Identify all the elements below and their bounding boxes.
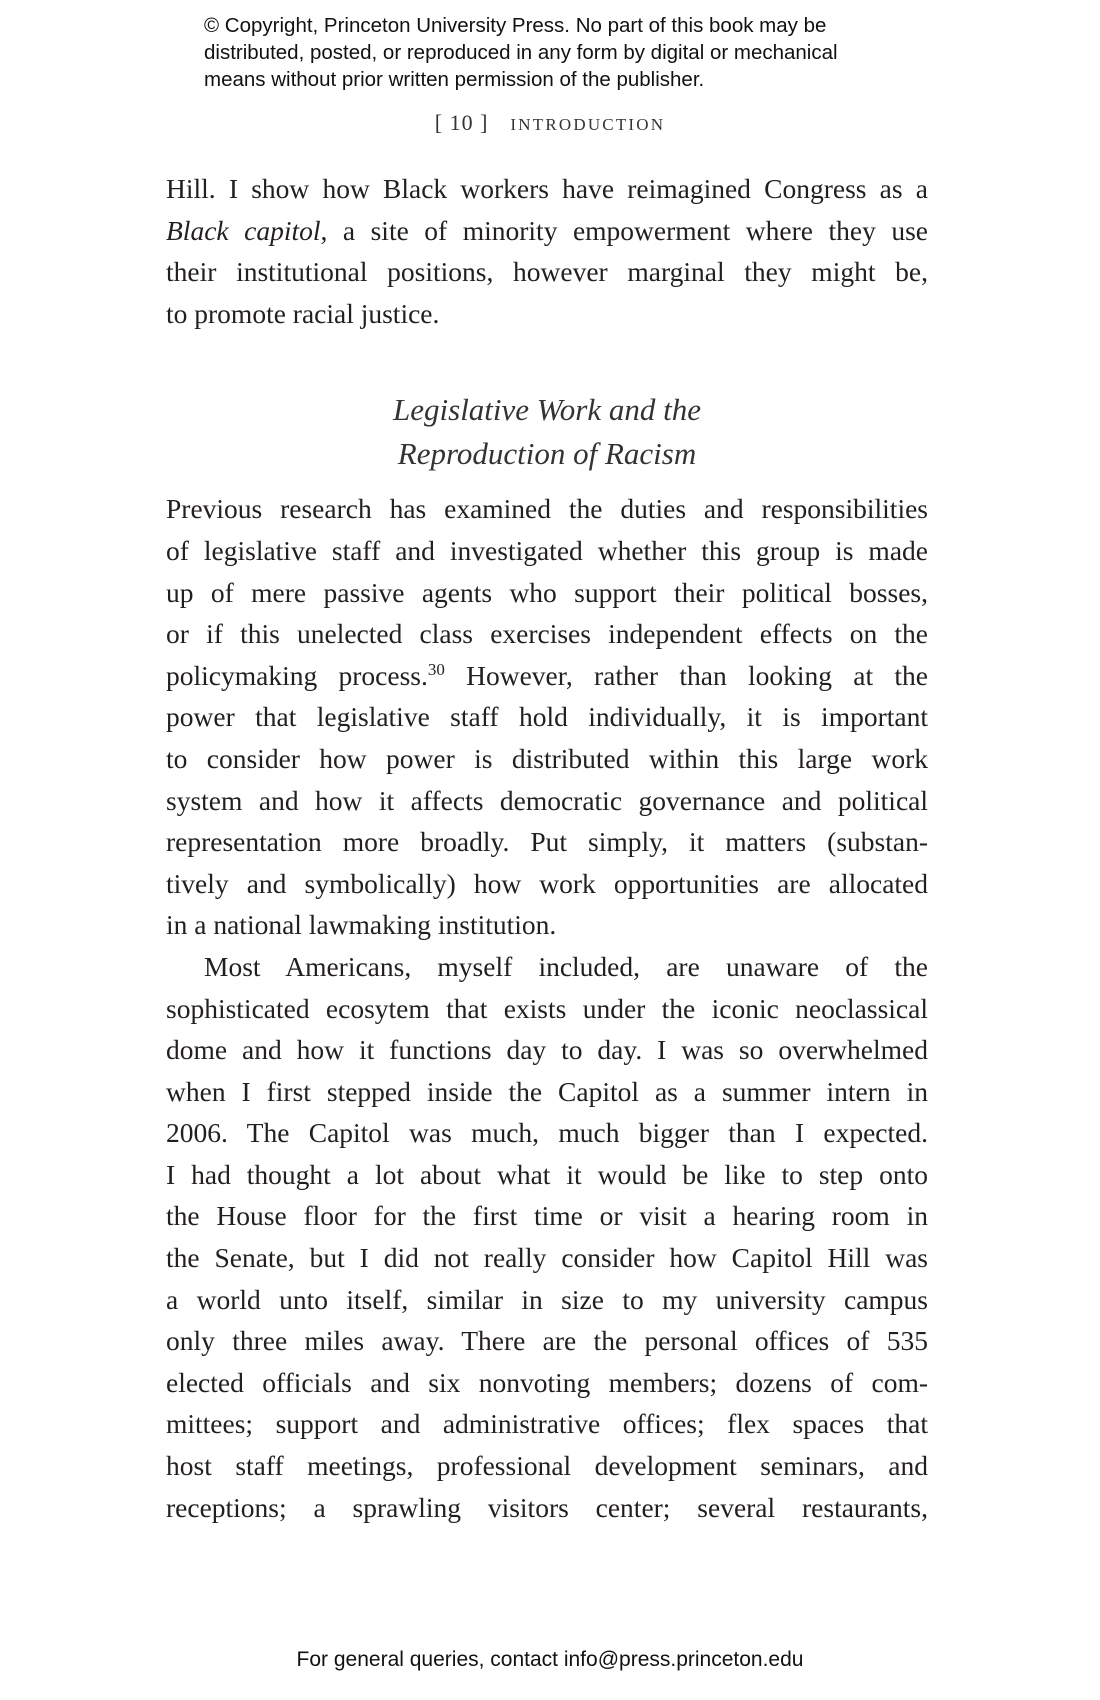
footnote-marker: 30: [427, 659, 445, 679]
text-line: [166, 655, 928, 697]
running-head-title: INTRODUCTION: [510, 115, 666, 134]
page-body: [166, 168, 928, 1528]
copyright-line: © Copyright, Princeton University Press. No part of this book may be: [204, 14, 827, 37]
copyright-line: means without prior written permission of the publisher.: [204, 68, 705, 91]
text-line: a world unto itself, similar in size to my university campus: [166, 1283, 928, 1315]
body-paragraph-1: [166, 488, 928, 946]
text-line: dome and how it functions day to day. I was so overwhelmed: [166, 1034, 928, 1066]
text-fragment: However, rather than looking at the: [444, 659, 929, 691]
text-line: host staff meetings, professional development seminars, and: [166, 1450, 928, 1482]
text-line: up of mere passive agents who support their political bosses,: [166, 576, 928, 608]
text-line: Most Americans, myself included, are unaware of the: [204, 950, 928, 982]
text-line: power that legislative staff hold individually, it is important: [166, 701, 928, 733]
intro-paragraph: [166, 168, 928, 334]
text-line: elected officials and six nonvoting members; dozens of com-: [166, 1366, 928, 1398]
italic-term: Black capitol: [166, 214, 321, 246]
text-line: representation more broadly. Put simply, it matters (substan-: [166, 826, 928, 858]
text-line: when I first stepped inside the Capitol as a summer intern in: [166, 1075, 928, 1107]
text-line: the House floor for the first time or visit a hearing room in: [166, 1200, 928, 1232]
heading-line: Reproduction of Racism: [397, 436, 697, 472]
heading-line: Legislative Work and the: [393, 392, 701, 428]
text-line: mittees; support and administrative offices; flex spaces that: [166, 1408, 928, 1440]
page-number: [ 10 ]: [434, 110, 489, 135]
text-line: Previous research has examined the duties and responsibilities: [166, 493, 928, 525]
copyright-line: distributed, posted, or reproduced in any form by digital or mechanical: [204, 41, 838, 64]
text-line: tively and symbolically) how work opportunities are allocated: [166, 867, 928, 899]
text-line: to consider how power is distributed within this large work: [166, 742, 928, 774]
footer-contact: For general queries, contact info@press.princeton.edu: [296, 1648, 804, 1671]
text-line: only three miles away. There are the personal offices of 535: [166, 1325, 928, 1357]
text-line: of legislative staff and investigated whether this group is made: [166, 534, 928, 566]
text-line: or if this unelected class exercises independent effects on the: [166, 618, 928, 650]
text-fragment: policymaking process.: [166, 659, 428, 691]
text-line: in a national lawmaking institution.: [166, 909, 557, 941]
text-fragment: , a site of minority empowerment where they use: [320, 214, 928, 246]
text-line: the Senate, but I did not really consider how Capitol Hill was: [166, 1242, 928, 1274]
text-line: their institutional positions, however marginal they might be,: [166, 256, 928, 288]
text-line: sophisticated ecosytem that exists under the iconic neoclassical: [166, 992, 928, 1024]
text-line: 2006. The Capitol was much, much bigger than I expected.: [166, 1117, 928, 1149]
text-line: system and how it affects democratic governance and political: [166, 784, 928, 816]
text-line: receptions; a sprawling visitors center; several restaurants,: [166, 1491, 928, 1523]
section-heading: [166, 388, 928, 476]
text-line: [166, 210, 928, 252]
text-line: to promote racial justice.: [166, 297, 440, 329]
text-line: I had thought a lot about what it would be like to step onto: [166, 1158, 928, 1190]
running-head: [0, 110, 1100, 136]
text-line: Hill. I show how Black workers have reimagined Congress as a: [166, 173, 928, 204]
copyright-notice: [204, 12, 964, 93]
body-paragraph-2: [166, 946, 928, 1528]
